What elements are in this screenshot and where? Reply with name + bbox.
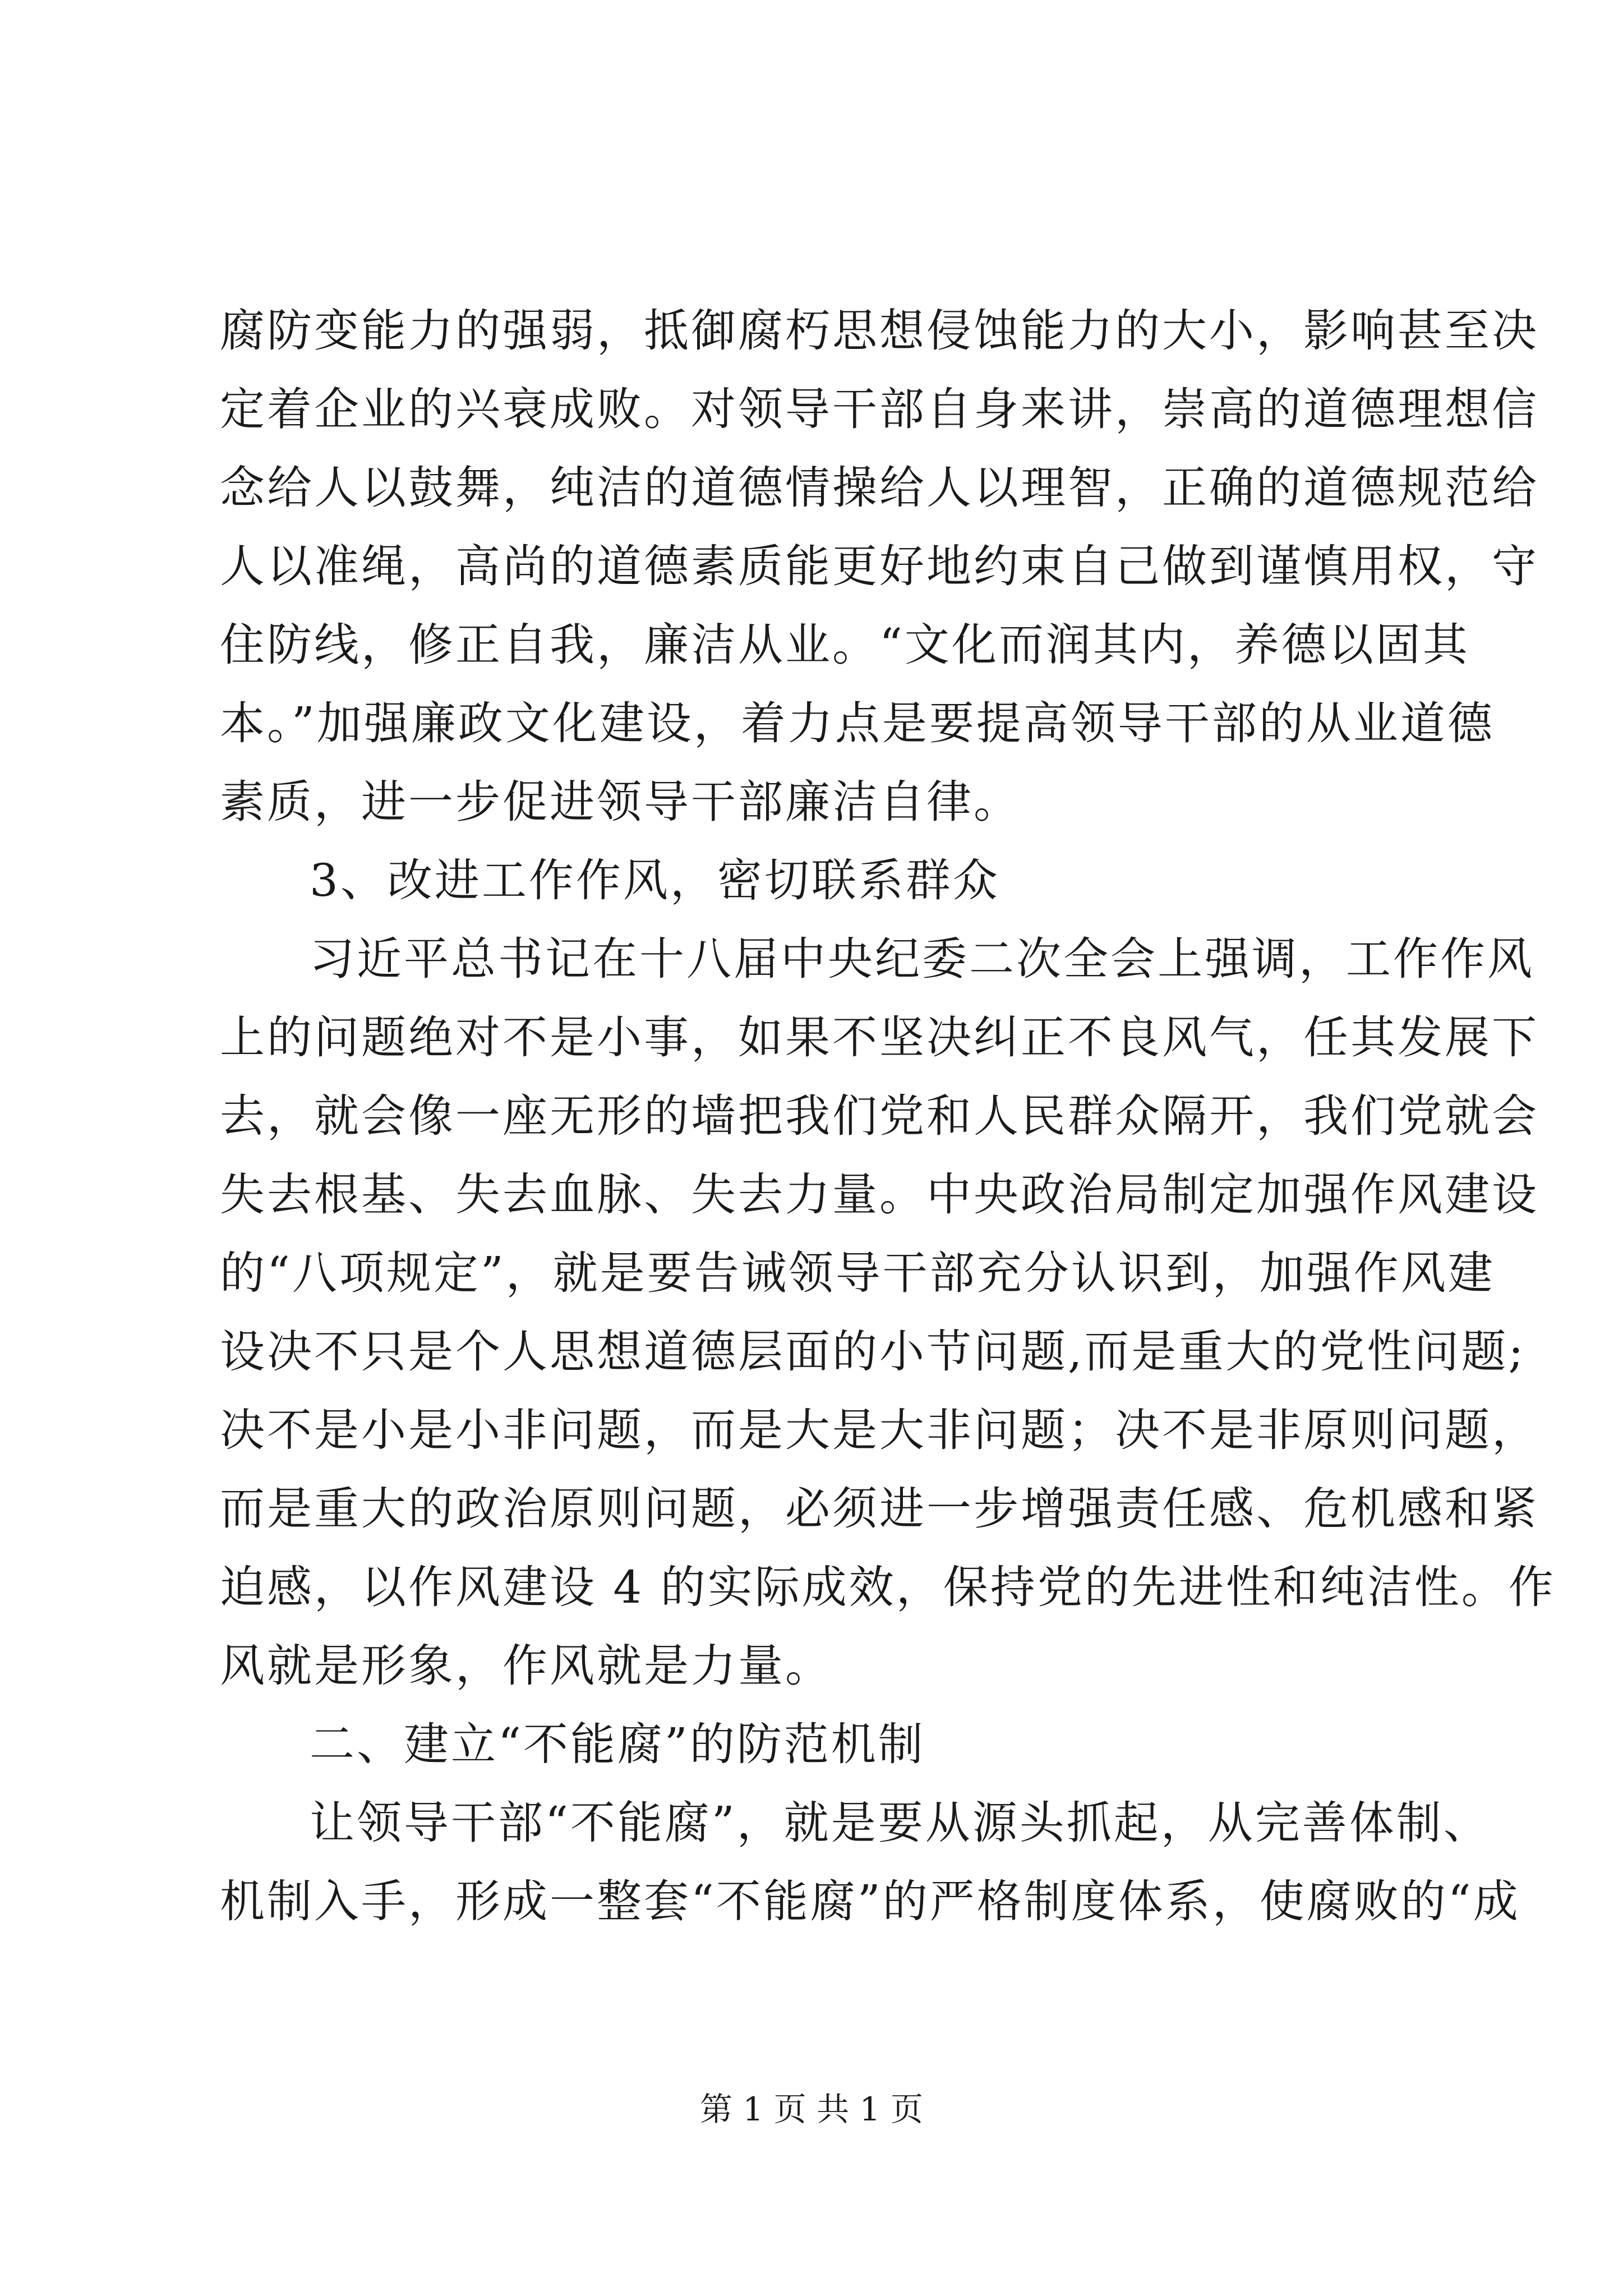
text-line: 腐防变能力的强弱，抵御腐朽思想侵蚀能力的大小，影响甚至决 (220, 305, 1539, 357)
text-line: 去，就会像一座无形的墙把我们党和人民群众隔开，我们党就会 (220, 1090, 1539, 1142)
page-footer: 第 1 页 共 1 页 (700, 2090, 923, 2128)
text-line: 人以准绳，高尚的道德素质能更好地约束自己做到谨慎用权，守 (220, 540, 1539, 592)
text-line: 素质，进一步促进领导干部廉洁自律。 (220, 776, 1021, 828)
text-line: 机制入手，形成一整套“不能腐”的严格制度体系，使腐败的“成 (220, 1875, 1520, 1927)
text-line: 决不是小是小非问题，而是大是大非问题；决不是非原则问题， (220, 1404, 1539, 1456)
text-line: 本。”加强廉政文化建设，着力点是要提高领导干部的从业道德 (220, 697, 1495, 749)
text-line: 的“八项规定”，就是要告诫领导干部充分认识到，加强作风建 (220, 1247, 1495, 1299)
text-line: 让领导干部“不能腐”，就是要从源头抓起，从完善体制、 (310, 1797, 1491, 1849)
text-line: 念给人以鼓舞，纯洁的道德情操给人以理智，正确的道德规范给 (220, 462, 1539, 514)
text-line: 迫感，以作风建设 4 的实际成效，保持党的先进性和纯洁性。作 (220, 1561, 1556, 1613)
text-line: 住防线，修正自我，廉洁从业。“文化而润其内，养德以固其 (220, 619, 1470, 671)
text-line: 上的问题绝对不是小事，如果不坚决纠正不良风气，任其发展下 (220, 1011, 1539, 1064)
text-line: 二、建立“不能腐”的防范机制 (310, 1718, 925, 1770)
text-line: 定着企业的兴衰成败。对领导干部自身来讲，崇高的道德理想信 (220, 383, 1539, 435)
text-line: 而是重大的政治原则问题，必须进一步增强责任感、危机感和紧 (220, 1483, 1539, 1535)
text-line: 设决不只是个人思想道德层面的小节问题,而是重大的党性问题; (220, 1326, 1526, 1378)
text-line: 风就是形象，作风就是力量。 (220, 1640, 832, 1692)
text-line: 3、改进工作作风，密切联系群众 (310, 854, 1000, 907)
text-line: 失去根基、失去血脉、失去力量。中央政治局制定加强作风建设 (220, 1168, 1539, 1221)
text-line: 习近平总书记在十八届中央纪委二次全会上强调，工作作风 (310, 933, 1534, 985)
